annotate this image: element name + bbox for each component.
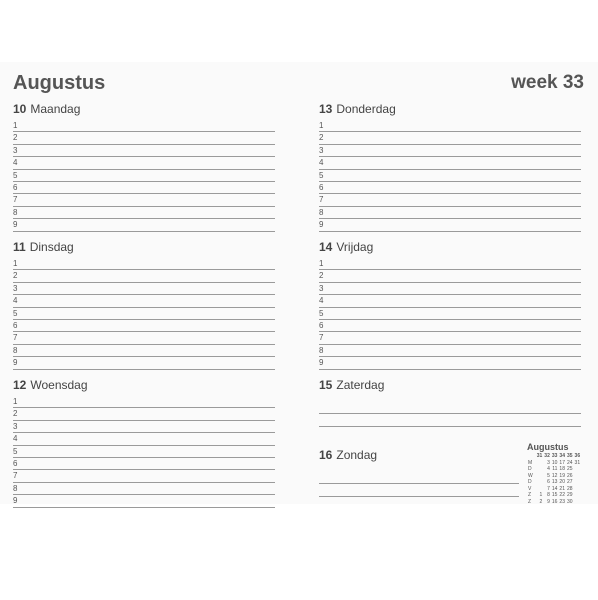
day-heading — [319, 239, 581, 255]
writing-line — [319, 471, 519, 484]
day-heading — [13, 377, 275, 393]
line-number: 3 — [319, 145, 324, 155]
week-number: 35 — [566, 453, 573, 459]
day-name: Donderdag — [336, 102, 396, 116]
day-name: Vrijdag — [336, 240, 374, 254]
writing-line — [13, 207, 275, 219]
day-number: 14 — [319, 240, 333, 254]
day-name: Maandag — [30, 102, 81, 116]
line-number: 1 — [13, 397, 18, 406]
line-number: 6 — [319, 182, 324, 192]
day-heading — [13, 239, 275, 255]
line-number: 1 — [319, 259, 324, 268]
date-cell: 18 — [559, 466, 565, 472]
line-number: 9 — [13, 496, 18, 506]
date-cell — [574, 499, 582, 506]
line-number: 2 — [319, 133, 324, 143]
day-block-tuesday — [13, 239, 275, 370]
line-number: 1 — [13, 121, 18, 130]
line-number: 2 — [319, 271, 324, 281]
day-block-thursday — [319, 101, 581, 232]
mini-calendar — [527, 442, 587, 505]
day-number: 15 — [319, 378, 333, 392]
writing-line — [319, 170, 581, 182]
writing-line — [13, 421, 275, 433]
week-number: 33 — [551, 453, 558, 459]
date-cell: 26 — [566, 472, 573, 479]
date-cell: 9 — [547, 498, 550, 505]
writing-line — [319, 283, 581, 295]
date-cell: 12 — [551, 472, 558, 479]
line-number: 7 — [13, 471, 18, 481]
writing-line — [319, 270, 581, 282]
day-name: Zondag — [336, 448, 378, 462]
date-cell: 30 — [566, 498, 573, 505]
writing-line — [319, 401, 581, 414]
line-number: 9 — [13, 358, 18, 368]
writing-line — [319, 219, 581, 231]
day-block-monday — [13, 101, 275, 232]
writing-line — [13, 258, 275, 270]
writing-line — [13, 194, 275, 206]
writing-line — [13, 483, 275, 495]
writing-line — [319, 320, 581, 332]
line-number: 5 — [319, 170, 324, 180]
line-number: 7 — [319, 333, 324, 343]
writing-line — [319, 357, 581, 369]
line-number: 4 — [319, 296, 324, 306]
writing-line — [13, 270, 275, 282]
writing-line — [319, 194, 581, 206]
date-cell: 29 — [566, 492, 573, 498]
line-number: 8 — [13, 483, 18, 493]
day-number: 12 — [13, 378, 27, 392]
numbered-lines — [13, 258, 275, 370]
date-cell: 16 — [551, 498, 558, 505]
writing-line — [13, 495, 275, 507]
writing-line — [319, 157, 581, 169]
line-number: 6 — [13, 458, 18, 468]
writing-line — [13, 132, 275, 144]
day-heading — [13, 101, 275, 117]
writing-line — [13, 332, 275, 344]
numbered-lines — [319, 258, 581, 370]
day-block-friday — [319, 239, 581, 370]
writing-line — [13, 182, 275, 194]
line-number: 7 — [13, 333, 18, 343]
writing-line — [13, 396, 275, 408]
writing-line — [319, 308, 581, 320]
day-block-saturday — [319, 377, 581, 427]
date-cell: 13 — [551, 479, 558, 485]
writing-line — [319, 345, 581, 357]
writing-line — [13, 170, 275, 182]
week-number: 31 — [536, 453, 543, 459]
date-cell: 23 — [559, 498, 565, 505]
line-number: 3 — [319, 283, 324, 293]
day-name: Woensdag — [30, 378, 88, 392]
line-number: 8 — [13, 345, 18, 355]
line-number: 6 — [13, 320, 18, 330]
date-cell: 8 — [547, 492, 550, 498]
writing-line — [13, 295, 275, 307]
line-number: 5 — [13, 170, 18, 180]
writing-line — [13, 408, 275, 420]
day-name: Zaterdag — [336, 378, 385, 392]
day-block-sunday — [319, 447, 519, 497]
line-number: 9 — [13, 220, 18, 230]
date-cell: 19 — [559, 472, 565, 479]
line-number: 4 — [13, 296, 18, 306]
date-cell: 6 — [547, 479, 550, 485]
weekday-label: Z — [528, 498, 532, 505]
numbered-lines — [13, 396, 275, 508]
line-number: 8 — [319, 345, 324, 355]
writing-line — [13, 458, 275, 470]
date-cell: 4 — [547, 466, 550, 472]
date-cell: 14 — [551, 485, 558, 492]
blank-lines — [319, 401, 581, 427]
day-name: Dinsdag — [29, 240, 74, 254]
date-cell: 17 — [559, 459, 565, 466]
writing-line — [13, 357, 275, 369]
writing-line — [13, 157, 275, 169]
line-number: 2 — [13, 133, 18, 143]
weekday-label: W — [528, 472, 533, 479]
month-title: Augustus — [13, 72, 106, 94]
line-number: 4 — [13, 434, 18, 444]
line-number: 9 — [319, 220, 324, 230]
date-cell: 22 — [559, 492, 565, 498]
weekday-label: D — [528, 466, 532, 472]
line-number: 3 — [13, 145, 18, 155]
writing-line — [319, 132, 581, 144]
line-number: 1 — [13, 259, 18, 268]
weekday-label: Z — [528, 492, 532, 498]
line-number: 8 — [13, 207, 18, 217]
line-number: 3 — [13, 283, 18, 293]
line-number: 1 — [319, 121, 324, 130]
day-number: 16 — [319, 448, 333, 462]
date-cell: 31 — [574, 459, 581, 466]
day-block-wednesday — [13, 377, 275, 508]
writing-line — [13, 283, 275, 295]
line-number: 2 — [13, 271, 18, 281]
numbered-lines — [13, 120, 275, 232]
date-cell: 2 — [539, 498, 543, 505]
mini-calendar-title: Augustus — [527, 442, 569, 452]
line-number: 7 — [319, 195, 324, 205]
date-cell: 24 — [566, 459, 573, 466]
date-cell: 10 — [551, 459, 558, 466]
line-number: 9 — [319, 358, 324, 368]
writing-line — [319, 295, 581, 307]
writing-line — [319, 332, 581, 344]
mini-calendar-row — [527, 499, 581, 506]
line-number: 5 — [13, 446, 18, 456]
line-number: 7 — [13, 195, 18, 205]
day-number: 13 — [319, 102, 333, 116]
date-cell: 15 — [551, 492, 558, 498]
writing-line — [13, 345, 275, 357]
day-number: 11 — [13, 240, 26, 254]
date-cell: 25 — [566, 466, 573, 472]
date-cell: 27 — [566, 479, 573, 485]
writing-line — [13, 219, 275, 231]
date-cell: 5 — [547, 472, 550, 479]
writing-line — [319, 182, 581, 194]
day-heading — [319, 101, 581, 117]
date-cell: 1 — [539, 492, 543, 498]
writing-line — [13, 308, 275, 320]
line-number: 6 — [319, 320, 324, 330]
numbered-lines — [319, 120, 581, 232]
writing-line — [13, 446, 275, 458]
line-number: 5 — [319, 308, 324, 318]
line-number: 3 — [13, 421, 18, 431]
writing-line — [13, 433, 275, 445]
line-number: 6 — [13, 182, 18, 192]
mini-calendar-table — [527, 453, 581, 505]
line-number: 8 — [319, 207, 324, 217]
day-heading — [319, 447, 519, 463]
writing-line — [13, 120, 275, 132]
line-number: 2 — [13, 409, 18, 419]
writing-line — [13, 320, 275, 332]
line-number: 5 — [13, 308, 18, 318]
writing-line — [13, 145, 275, 157]
writing-line — [319, 120, 581, 132]
weekday-label: M — [528, 459, 533, 466]
date-cell: 3 — [547, 459, 550, 466]
writing-line — [319, 484, 519, 497]
date-cell: 20 — [559, 479, 565, 485]
weekday-label: D — [528, 479, 532, 485]
week-number: 32 — [544, 453, 550, 459]
line-number: 4 — [13, 158, 18, 168]
date-cell: 21 — [559, 485, 565, 492]
week-label: week 33 — [511, 72, 584, 93]
day-number: 10 — [13, 102, 27, 116]
weekday-label: V — [528, 485, 532, 492]
writing-line — [13, 470, 275, 482]
writing-line — [319, 145, 581, 157]
date-cell: 11 — [552, 466, 558, 472]
week-number: 34 — [559, 453, 565, 459]
writing-line — [319, 207, 581, 219]
date-cell: 7 — [547, 485, 550, 492]
writing-line — [319, 258, 581, 270]
writing-line — [319, 414, 581, 427]
blank-lines — [319, 471, 519, 497]
line-number: 4 — [319, 158, 324, 168]
day-heading — [319, 377, 581, 393]
week-number: 36 — [574, 453, 581, 459]
date-cell: 28 — [566, 485, 573, 492]
